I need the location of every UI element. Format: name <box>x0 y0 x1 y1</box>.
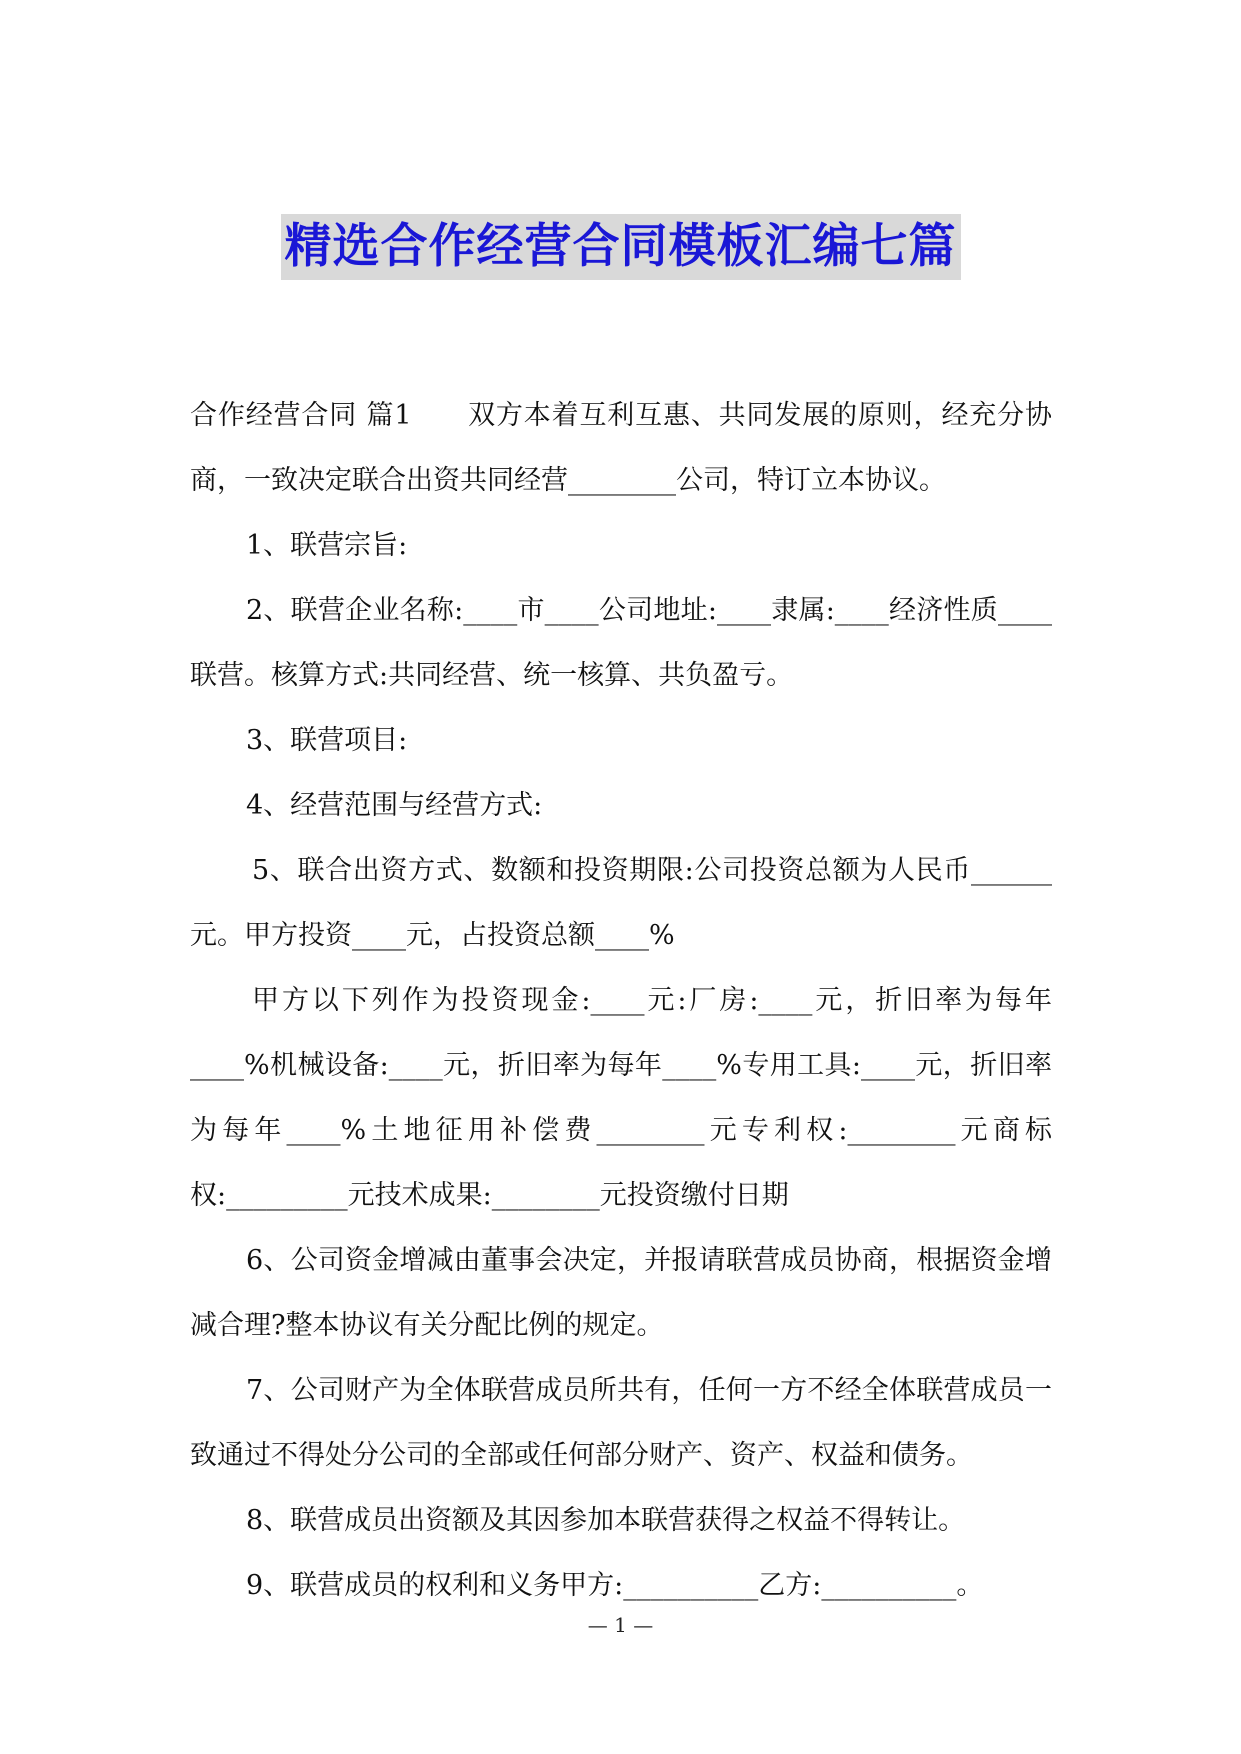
paragraph-6: 6、公司资金增减由董事会决定，并报请联营成员协商，根据资金增减合理?整本协议有关分配比例的规定。 <box>190 1245 1052 1341</box>
document-body <box>190 383 1052 1618</box>
paragraph-7: 7、公司财产为全体联营成员所共有，任何一方不经全体联营成员一致通过不得处分公司的全部或任何部分财产、资产、权益和债务。 <box>190 1375 1052 1471</box>
paragraph-4: 4、经营范围与经营方式: <box>246 790 543 821</box>
paragraph-9: 9、联营成员的权利和义务甲方:__________乙方:__________。 <box>246 1570 984 1601</box>
paragraph-3: 3、联营项目: <box>246 725 408 756</box>
page-number: — 1 — <box>587 1613 654 1637</box>
paragraph-intro: 合作经营合同 篇1 双方本着互利互惠、共同发展的原则，经充分协商，一致决定联合出资共同经营________公司，特订立本协议。 <box>190 400 1052 496</box>
paragraph-1: 1、联营宗旨: <box>246 530 408 561</box>
paragraph-2: 2、联营企业名称:____市____公司地址:____隶属:____经济性质____联营。核算方式:共同经营、统一核算、共负盈亏。 <box>190 595 1052 691</box>
paragraph-investment: 甲方以下列作为投资现金:____元:厂房:____元，折旧率为每年____%机械设备:____元，折旧率为每年____%专用工具:____元，折旧率为每年____%土地征用补偿费________元专利权:________元商标权:_________元技术成果:________元投资缴付日期 <box>190 985 1052 1211</box>
title-area <box>0 214 1241 280</box>
paragraph-8: 8、联营成员出资额及其因参加本联营获得之权益不得转让。 <box>246 1505 966 1536</box>
paragraph-5: 5、联合出资方式、数额和投资期限:公司投资总额为人民币______元。甲方投资____元，占投资总额____% <box>190 855 1052 951</box>
document-title: 精选合作经营合同模板汇编七篇 <box>281 214 961 280</box>
